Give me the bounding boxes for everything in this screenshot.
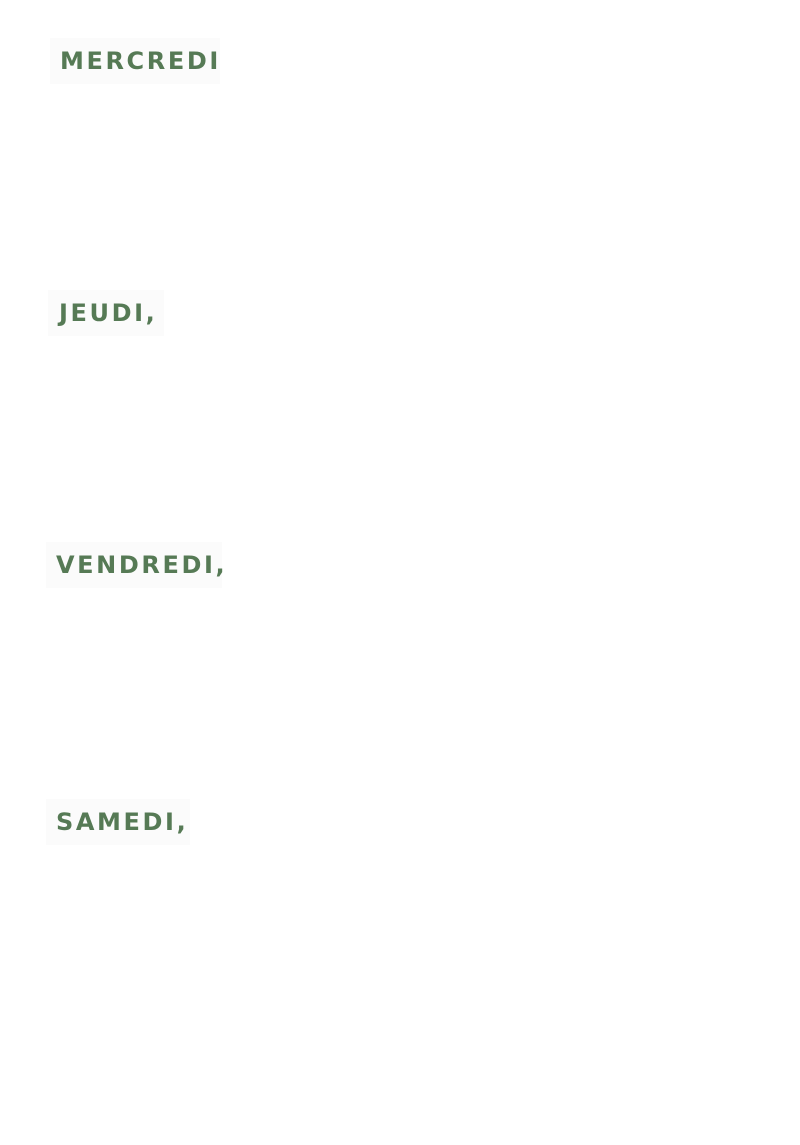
day-heading-vendredi: VENDREDI,: [46, 542, 222, 588]
day-heading-mercredi: MERCREDI: [50, 38, 220, 84]
day-heading-jeudi: JEUDI,: [48, 290, 164, 336]
day-heading-samedi: SAMEDI,: [46, 799, 190, 845]
